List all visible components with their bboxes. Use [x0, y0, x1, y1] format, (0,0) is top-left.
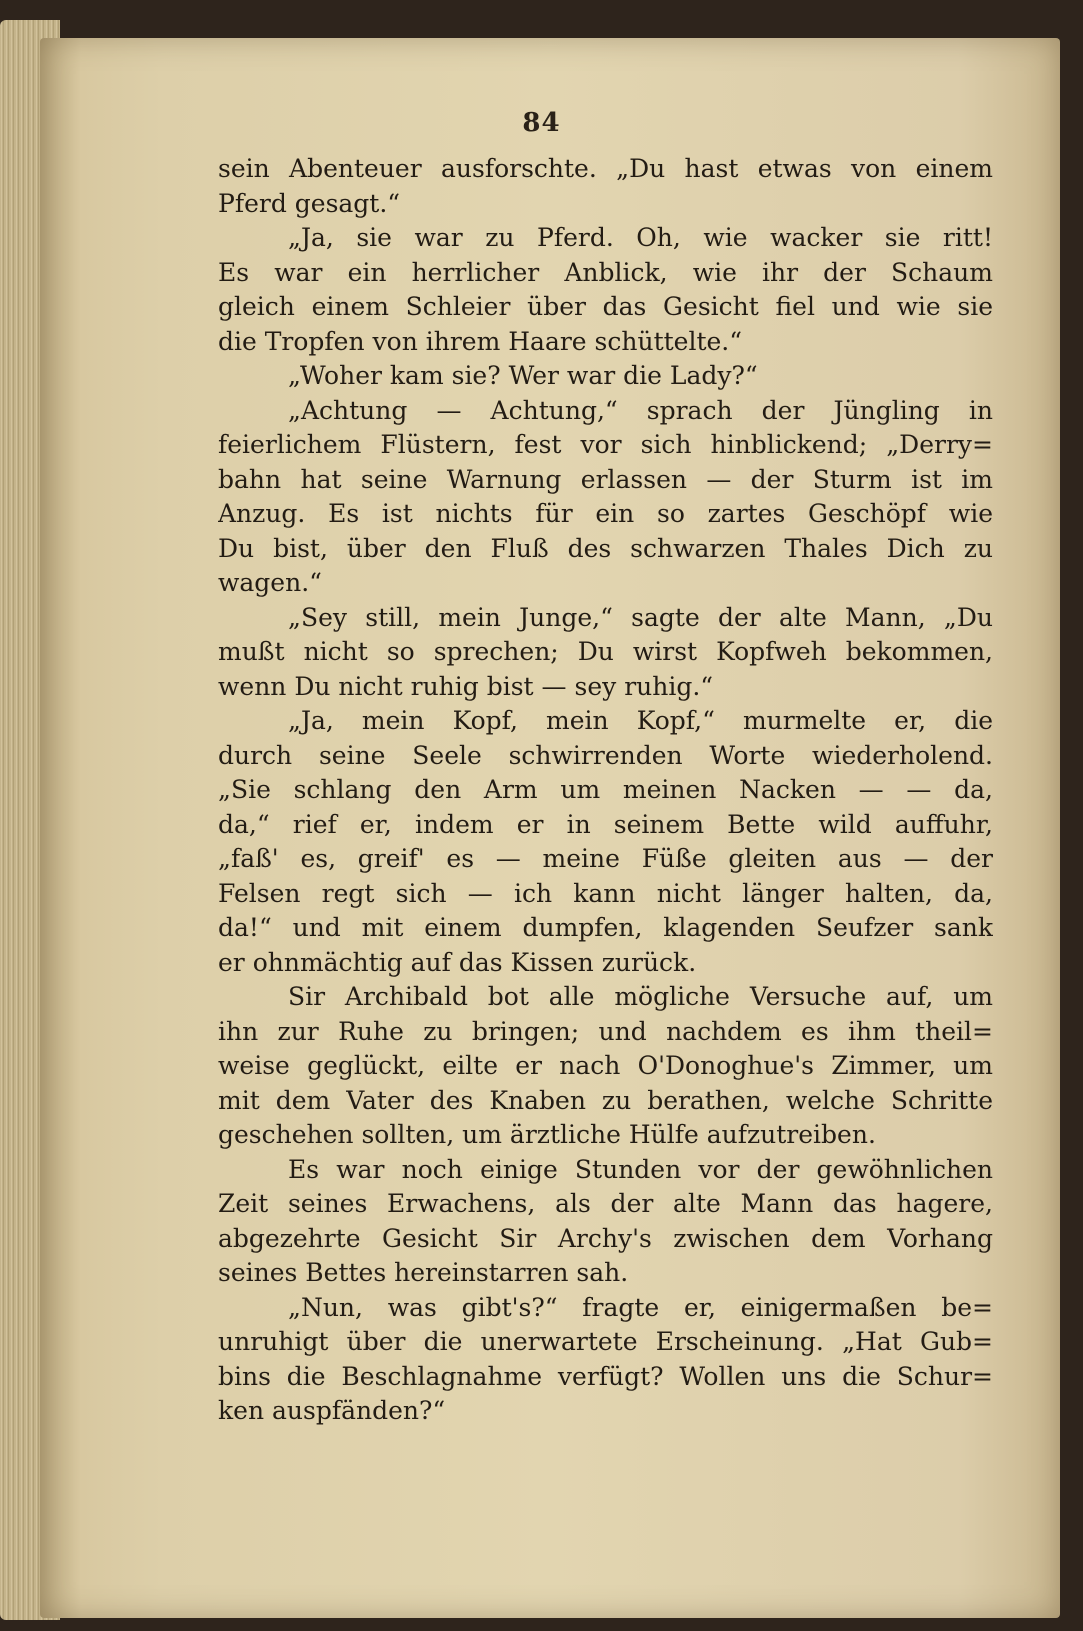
text-line: bins die Beschlagnahme verfügt? Wollen uns die Schur= — [218, 1361, 993, 1391]
text-line: Es war ein herrlicher Anblick, wie ihr der Schaum — [218, 257, 993, 287]
text-line: Felsen regt sich — ich kann nicht länger halten, da, — [218, 878, 993, 908]
page-number: 84 — [522, 108, 561, 138]
text-line: die Tropfen von ihrem Haare schüttelte.“ — [218, 326, 743, 356]
text-line: wagen.“ — [218, 568, 322, 597]
text-line: Zeit seines Erwachens, als der alte Mann das hagere, — [218, 1189, 993, 1218]
text-line: feierlichem Flüstern, fest vor sich hinblickend; „Derry= — [218, 430, 993, 459]
text-line: abgezehrte Gesicht Sir Archy's zwischen dem Vorhang — [218, 1223, 993, 1253]
text-line: seines Bettes hereinstarren sah. — [218, 1258, 629, 1287]
text-line: „Ja, sie war zu Pferd. Oh, wie wacker sie ritt! — [288, 223, 993, 252]
text-line: unruhigt über die unerwartete Erscheinung. „Hat Gub= — [218, 1327, 993, 1356]
text-line: „Nun, was gibt's?“ fragte er, einigermaßen be= — [288, 1292, 993, 1322]
text-line: „Ja, mein Kopf, mein Kopf,“ murmelte er, die — [288, 706, 993, 735]
body-text — [218, 152, 993, 1429]
text-line: Pferd gesagt.“ — [218, 188, 401, 218]
text-line: mußt nicht so sprechen; Du wirst Kopfweh bekommen, — [218, 637, 993, 666]
text-line: mit dem Vater des Knaben zu berathen, welche Schritte — [218, 1085, 993, 1115]
text-line: Du bist, über den Fluß des schwarzen Thales Dich zu — [218, 533, 993, 563]
text-line: da,“ rief er, indem er in seinem Bette wild auffuhr, — [218, 809, 993, 839]
text-line: da!“ und mit einem dumpfen, klagenden Seufzer sank — [218, 913, 993, 942]
text-line: wenn Du nicht ruhig bist — sey ruhig.“ — [218, 671, 714, 701]
text-line: gleich einem Schleier über das Gesicht fiel und wie sie — [218, 292, 993, 321]
text-line: „faß' es, greif' es — meine Füße gleiten aus — der — [218, 844, 993, 873]
text-line: „Sey still, mein Junge,“ sagte der alte Mann, „Du — [288, 602, 993, 632]
text-line: „Achtung — Achtung,“ sprach der Jüngling in — [288, 395, 993, 425]
text-line: „Sie schlang den Arm um meinen Nacken — — da, — [218, 775, 993, 804]
text-line: durch seine Seele schwirrenden Worte wiederholend. — [218, 740, 993, 770]
text-line: er ohnmächtig auf das Kissen zurück. — [218, 947, 697, 977]
text-line: Anzug. Es ist nichts für ein so zartes Geschöpf wie — [218, 499, 993, 528]
text-line: geschehen sollten, um ärztliche Hülfe aufzutreiben. — [218, 1120, 876, 1149]
text-line: bahn hat seine Warnung erlassen — der Sturm ist im — [218, 464, 993, 494]
text-line: Sir Archibald bot alle mögliche Versuche auf, um — [288, 982, 993, 1011]
text-line: Es war noch einige Stunden vor der gewöhnlichen — [288, 1154, 993, 1184]
text-line: weise geglückt, eilte er nach O'Donoghue's Zimmer, um — [218, 1051, 993, 1080]
text-line: sein Abenteuer ausforschte. „Du hast etwas von einem — [218, 154, 993, 183]
text-line: ihn zur Ruhe zu bringen; und nachdem es ihm theil= — [218, 1016, 993, 1046]
text-line: ken auspfänden?“ — [218, 1396, 446, 1425]
text-line: „Woher kam sie? Wer war die Lady?“ — [288, 361, 758, 390]
